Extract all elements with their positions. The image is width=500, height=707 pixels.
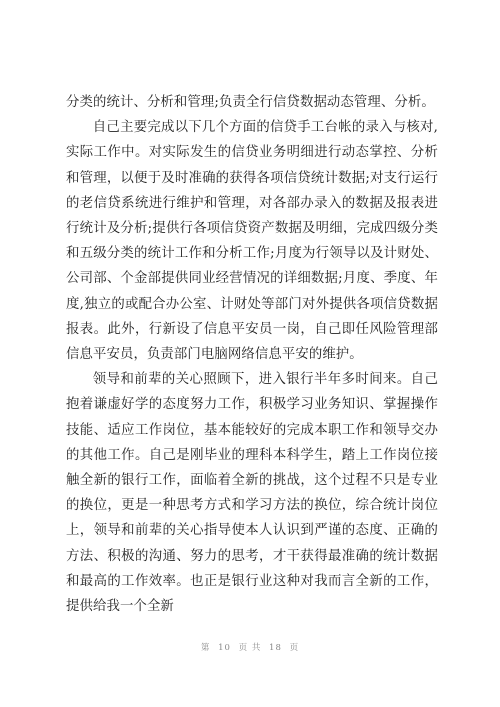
- footer-total-pages: 18: [269, 643, 282, 653]
- footer-prefix: 第: [200, 643, 211, 653]
- paragraph-continuation: 分类的统计、分析和管理;负责全行信贷数据动态管理、分析。: [66, 95, 435, 110]
- page-footer: [0, 641, 500, 653]
- paragraph-reflection: 领导和前辈的关心照顾下，进入银行半年多时间来。自己抱着谦虚好学的态度努力工作，积极学习业务知识、掌握操作技能、适应工作岗位，基本能较好的完成本职工作和领导交办的其他工作。自己是刚毕业的理科本科学生，踏上工作岗位接触全新的银行工作，面临着全新的挑战，这个过程不只是专业的换位，更是一种思考方式和学习方法的换位，综合统计岗位上，领导和前辈的关心指导使本人认识到严谨的态度、正确的方法、积极的沟通、努力的思考，才干获得最准确的统计数据和最高的工作效率。也正是银行业这种对我而言全新的工作，提供给我一个全新: [66, 372, 438, 615]
- footer-suffix: 页: [289, 643, 300, 653]
- document-body: [66, 90, 438, 619]
- footer-current-page: 10: [218, 643, 231, 653]
- paragraph-work-duties: 自己主要完成以下几个方面的信贷手工台帐的录入与核对,实际工作中。对实际发生的信贷业务明细进行动态掌控、分析和管理，以便于及时准确的获得各项信贷统计数据;对支行运行的老信贷系统进行维护和管理，对各部办录入的数据及报表进行统计及分析;提供行各项信贷资产数据及明细，完成四级分类和五级分类的统计工作和分析工作;月度为行领导以及计财处、公司部、个金部提供同业经营情况的详细数据;月度、季度、年度,独立的或配合办公室、计财处等部门对外提供各项信贷数据报表。此外，行新设了信息平安员一岗，自己即任风险管理部信息平安员，负责部门电脑网络信息平安的维护。: [66, 120, 438, 363]
- footer-middle: 页 共: [238, 643, 262, 653]
